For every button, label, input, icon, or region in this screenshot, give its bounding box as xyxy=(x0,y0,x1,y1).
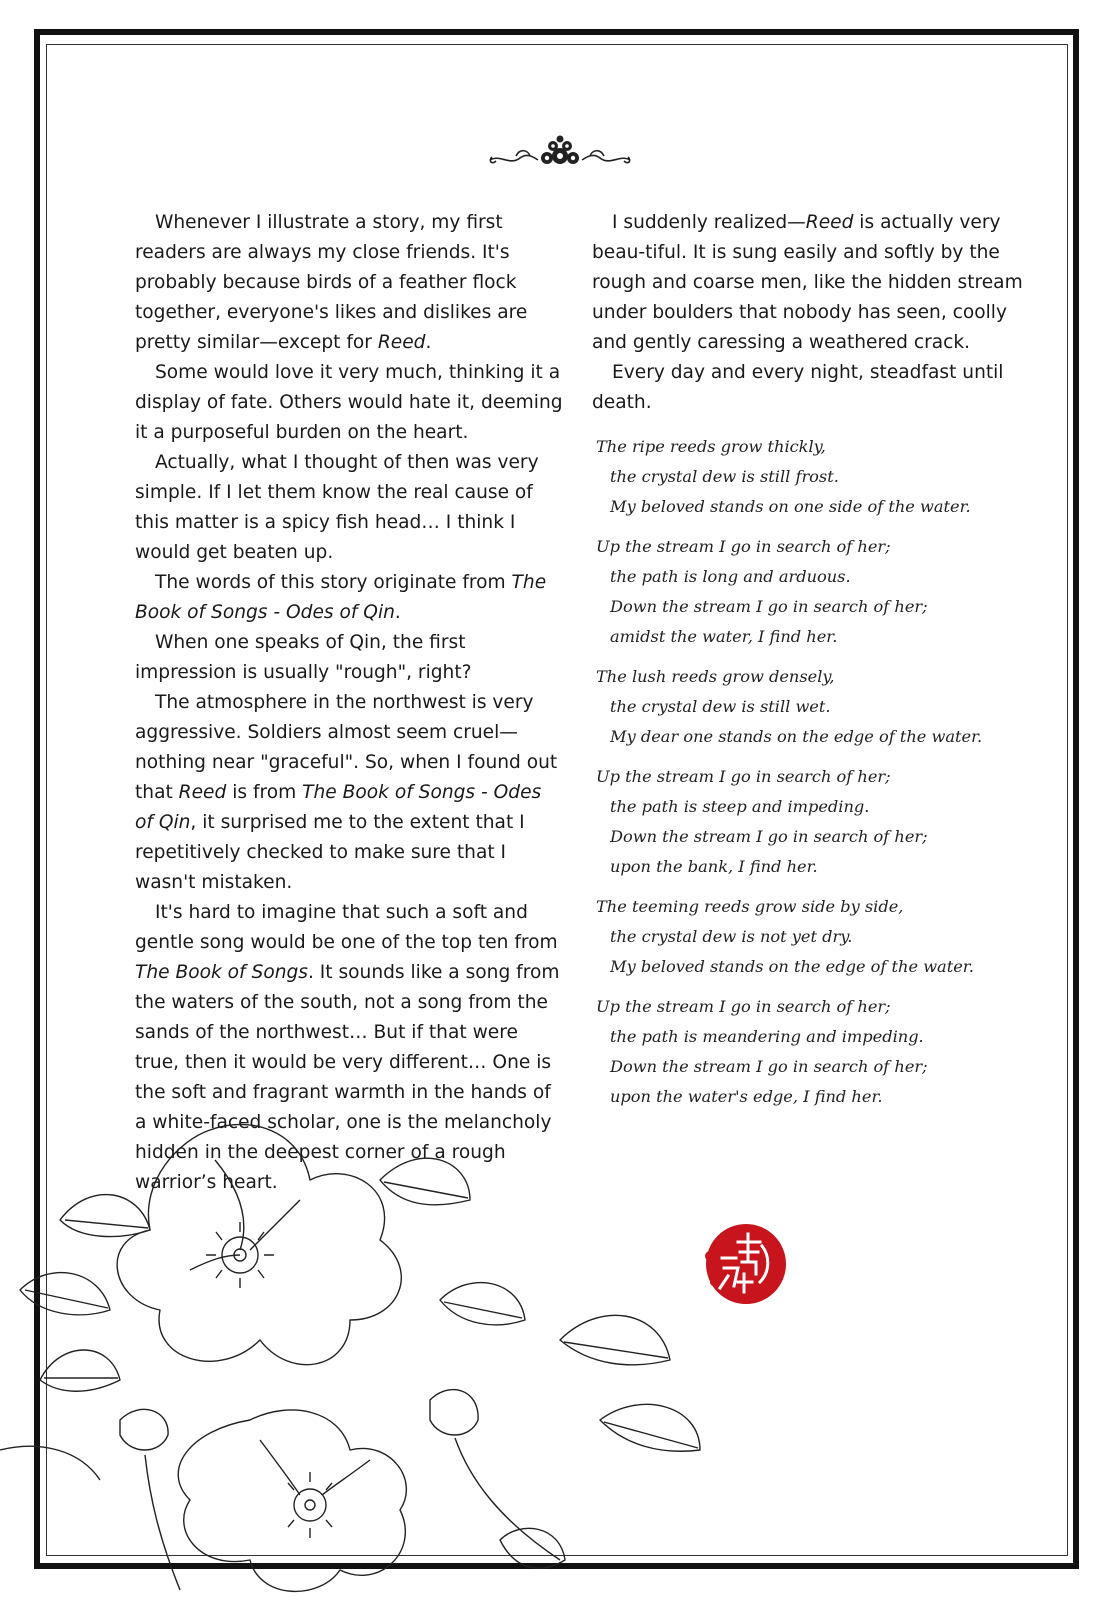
poem-line: the crystal dew is still wet. xyxy=(610,697,831,716)
poem-line: the path is long and arduous. xyxy=(610,567,851,586)
paragraph: Whenever I illustrate a story, my first readers are always my close friends. It's probably because birds of a feather flock together, everyone's likes and dislikes are pretty similar—except for Reed. xyxy=(135,212,528,353)
poem-stanza xyxy=(596,662,1036,752)
poem-line: Up the stream I go in search of her; xyxy=(596,997,891,1016)
poem-line: The lush reeds grow densely, xyxy=(596,667,835,686)
paragraph: Some would love it very much, thinking it a display of fate. Others would hate it, deeming it a purposeful burden on the heart. xyxy=(135,362,563,443)
paragraph: When one speaks of Qin, the first impression is usually "rough", right? xyxy=(135,632,472,683)
poem-line: Up the stream I go in search of her; xyxy=(596,767,891,786)
poem-line: Down the stream I go in search of her; xyxy=(610,597,928,616)
poem-line: The ripe reeds grow thickly, xyxy=(596,437,826,456)
poem-line: amidst the water, I find her. xyxy=(610,627,838,646)
poem-line: Down the stream I go in search of her; xyxy=(610,1057,928,1076)
poem-line: the crystal dew is not yet dry. xyxy=(610,927,853,946)
poem-line: Down the stream I go in search of her; xyxy=(610,827,928,846)
paragraph: It's hard to imagine that such a soft and gentle song would be one of the top ten from The Book of Songs. It sounds like a song from the waters of the south, not a song from the sands of the northwest… But if that were true, then it would be very different… One is the soft and fragrant warmth in the hands of a white-faced scholar, one is the melancholy hidden in the deepest corner of a rough warrior’s heart. xyxy=(135,902,560,1193)
poem xyxy=(596,432,1036,1122)
poem-stanza xyxy=(596,532,1036,652)
poem-line: Up the stream I go in search of her; xyxy=(596,537,891,556)
paragraph: Actually, what I thought of then was very simple. If I let them know the real cause of this matter is a spicy fish head… I think I would get beaten up. xyxy=(135,452,539,563)
essay-right-column xyxy=(592,208,1032,418)
poem-stanza xyxy=(596,762,1036,882)
poem-line: My beloved stands on one side of the water. xyxy=(610,497,971,516)
paragraph: I suddenly realized—Reed is actually very beau-tiful. It is sung easily and softly by the rough and coarse men, like the hidden stream under boulders that nobody has seen, coolly and gently caressing a weathered crack. xyxy=(592,212,1023,353)
poem-line: My beloved stands on the edge of the water. xyxy=(610,957,974,976)
paragraph: The atmosphere in the northwest is very aggressive. Soldiers almost seem cruel—nothing near "graceful". So, when I found out that Reed is from The Book of Songs - Odes of Qin, it surprised me to the extent that I repetitively checked to make sure that I wasn't mistaken. xyxy=(135,692,558,893)
poem-line: My dear one stands on the edge of the water. xyxy=(610,727,983,746)
floral-ornament-icon xyxy=(486,134,634,174)
poem-stanza xyxy=(596,992,1036,1112)
essay-left-column xyxy=(135,208,565,1198)
poem-line: upon the bank, I find her. xyxy=(610,857,818,876)
camellia-line-drawing xyxy=(0,1120,800,1600)
poem-line: The teeming reeds grow side by side, xyxy=(596,897,904,916)
paragraph: Every day and every night, steadfast until death. xyxy=(592,362,1004,413)
poem-line: the path is meandering and impeding. xyxy=(610,1027,924,1046)
poem-line: the path is steep and impeding. xyxy=(610,797,870,816)
poem-stanza xyxy=(596,432,1036,522)
paragraph: The words of this story originate from The Book of Songs - Odes of Qin. xyxy=(135,572,547,623)
poem-stanza xyxy=(596,892,1036,982)
poem-line: the crystal dew is still frost. xyxy=(610,467,839,486)
poem-line: upon the water's edge, I find her. xyxy=(610,1087,883,1106)
